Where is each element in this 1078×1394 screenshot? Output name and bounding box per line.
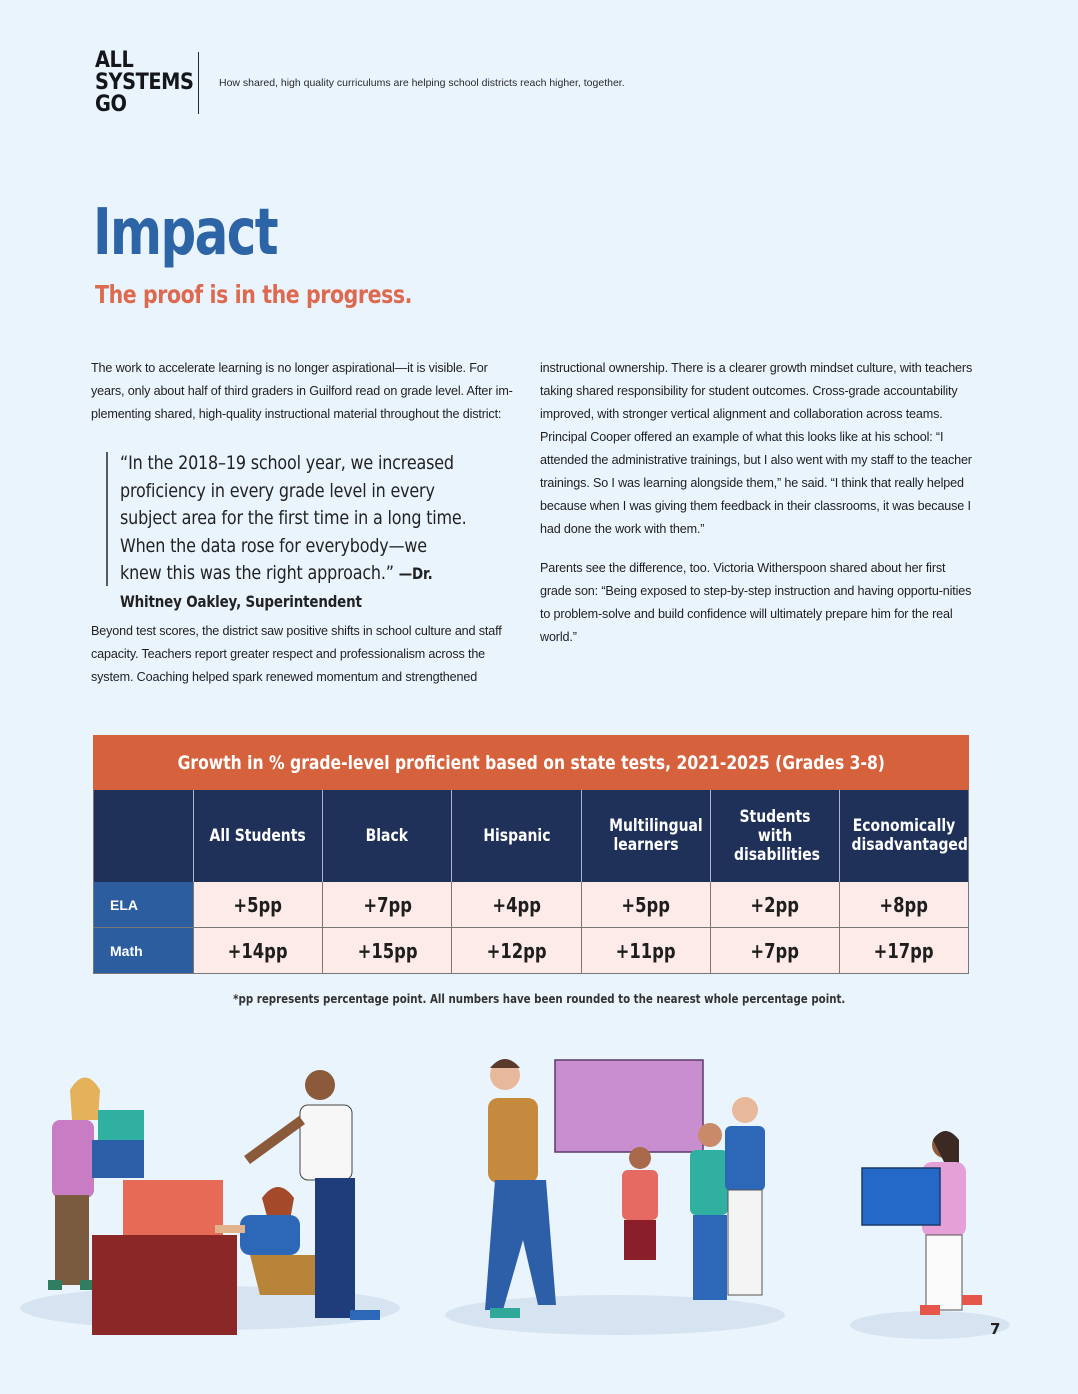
purple-box (555, 1060, 703, 1152)
column-header-text: Black (366, 825, 409, 846)
table-corner-cell (94, 790, 193, 882)
coral-box (123, 1180, 223, 1240)
page-subtitle: The proof is in the progress. (95, 280, 413, 309)
table-cell (451, 882, 580, 928)
column-header-text: Multilingual learners (608, 816, 703, 855)
column-header-text: Hispanic (482, 825, 550, 846)
table-cell (451, 928, 580, 974)
body-text: instructional ownership. There is a clearer growth mindset culture, with teachers taking shared responsibility for student outcomes. Cross-grade accountability improved, with stronger vertical alignment and collaboration across teams. Principal Cooper offered an example of what this looks like at his school: “I attended the administrative trainings, but I also went with my staff to the teacher trainings. So I was learning alongside them,” he said. “I think that really helped because when I was giving them feedback in their classrooms, it was because I had done the work with them.” (540, 361, 973, 536)
pull-quote (120, 450, 473, 615)
cell-value: +4pp (492, 892, 541, 917)
table-grid (93, 790, 969, 974)
table-cell (581, 882, 710, 928)
table-cell (193, 928, 322, 974)
row-label-ela: ELA (94, 882, 193, 928)
column-header (710, 790, 839, 882)
cell-value: +8pp (879, 892, 929, 917)
column-header (193, 790, 322, 882)
footnote-text: *pp represents percentage point. All numbers have been rounded to the nearest whole percentage point. (232, 991, 846, 1006)
column-header (322, 790, 451, 882)
ground-shadow (850, 1311, 1010, 1339)
logo (95, 50, 193, 116)
page-number: 7 (990, 1320, 1001, 1338)
body-paragraph-2 (91, 620, 523, 689)
table-cell (710, 928, 839, 974)
column-header-text: Students with disabilities (733, 806, 820, 865)
cell-value: +7pp (362, 892, 412, 917)
cell-value: +5pp (233, 892, 283, 917)
table-cell (322, 928, 451, 974)
table-title-text: Growth in % grade-level proficient based on state tests, 2021-2025 (Grades 3-8) (177, 751, 885, 774)
body-text: Parents see the difference, too. Victoria Witherspoon shared about her first grade son: “Being exposed to step-by-step instruction and having opportu-nities to problem-solve and build confidence will ultimately prepare him for the real world.” (540, 561, 972, 644)
cell-value: +12pp (486, 938, 547, 963)
column-header-text: Economically disadvantaged (851, 816, 968, 855)
quote-text: “In the 2018–19 school year, we increased proficiency in every grade level in every subject area for the first time in a long time. When the data rose for everybody—we knew this was the right approach.” (120, 452, 467, 584)
logo-line: SYSTEMS (95, 70, 194, 95)
column-header (581, 790, 710, 882)
logo-line: ALL (95, 48, 134, 73)
man-lifting-box-figure (485, 1059, 556, 1318)
cell-value: +2pp (750, 892, 800, 917)
cell-value: +5pp (621, 892, 670, 917)
header-divider (198, 52, 199, 114)
cell-value: +7pp (750, 938, 800, 963)
table-cell (322, 882, 451, 928)
blue-box (862, 1168, 940, 1225)
column-header-text: All Students (210, 825, 307, 846)
body-paragraph-4 (540, 557, 976, 649)
table-cell (839, 882, 968, 928)
table-cell (839, 928, 968, 974)
body-text: Beyond test scores, the district saw positive shifts in school culture and staff capacity. Teachers report greater respect and professionalism across the system. Coaching helped spark renewed momentum and strengthened (91, 624, 502, 684)
table-title (93, 735, 969, 790)
page-title: Impact (93, 196, 278, 270)
cell-value: +14pp (228, 938, 289, 963)
quote-rule (106, 452, 108, 586)
table-cell (581, 928, 710, 974)
logo-line: GO (95, 92, 127, 117)
cell-value: +17pp (873, 938, 934, 963)
cell-value: +15pp (357, 938, 418, 963)
people-carrying-boxes-illustration (0, 1040, 1078, 1360)
growth-table (93, 735, 969, 974)
dark-red-box (92, 1235, 237, 1335)
column-header (451, 790, 580, 882)
table-cell (710, 882, 839, 928)
body-paragraph-3 (540, 357, 976, 541)
body-text: The work to accelerate learning is no longer aspirational—it is visible. For years, only about half of third graders in Guilford read on grade level. After im-plementing shared, high-quality instructional material throughout the district: (91, 361, 513, 421)
table-cell (193, 882, 322, 928)
column-header (839, 790, 968, 882)
body-paragraph-1 (91, 357, 523, 426)
cell-value: +11pp (615, 938, 676, 963)
quote-attribution: —Dr. Whitney Oakley, Superintendent (120, 564, 433, 611)
table-footnote (0, 991, 1078, 1006)
row-label-math: Math (94, 928, 193, 974)
tagline: How shared, high quality curriculums are helping school districts reach higher, together. (219, 77, 625, 89)
